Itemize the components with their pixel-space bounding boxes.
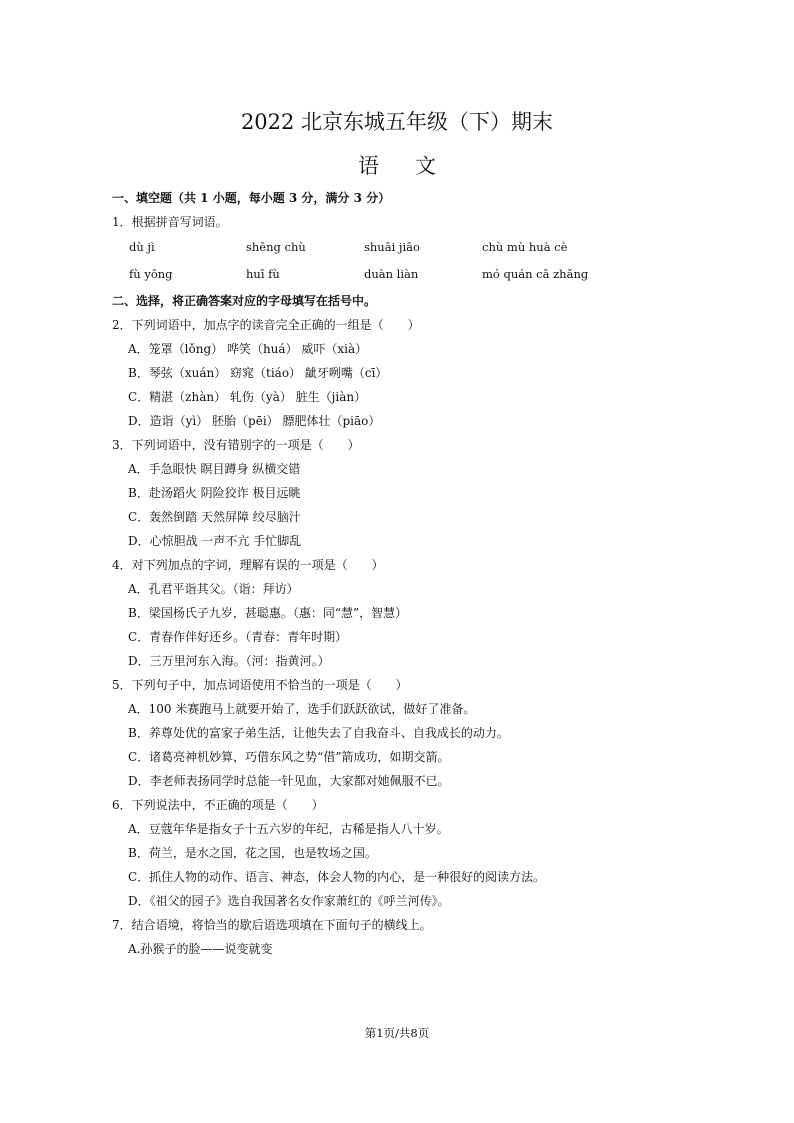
q6-option-c: C．抓住人物的动作、语言、神态，体会人物的内心，是一种很好的阅读方法。 (128, 870, 546, 884)
q4-option-a: A．孔君平诣其父。（诣：拜访） (128, 582, 299, 596)
pinyin-item: fù yōng (129, 267, 173, 281)
question-1: 1．根据拼音写词语。 (112, 215, 228, 229)
pinyin-item: mó quán cā zhǎng (482, 267, 589, 281)
pinyin-item: shuāi jiāo (364, 240, 420, 254)
question-3: 3．下列词语中，没有错别字的一项是（ ） (112, 438, 360, 452)
section-1-heading: 一、填空题（共 1 小题，每小题 3 分，满分 3 分） (112, 191, 391, 205)
q3-option-c: C．轰然倒踏 天然屏障 绞尽脑汁 (128, 510, 301, 524)
q6-option-a: A．豆蔻年华是指女子十五六岁的年纪，古稀是指人八十岁。 (128, 822, 449, 836)
question-7: 7．结合语境，将恰当的歇后语选项填在下面句子的横线上。 (112, 918, 432, 932)
page-footer: 第1页/共8页 (364, 1026, 430, 1040)
pinyin-item: huī fù (246, 267, 280, 281)
q2-option-c: C．精湛（zhàn） 轧伤（yà） 脏生（jiàn） (128, 390, 367, 404)
section-2-heading: 二、选择，将正确答案对应的字母填写在括号中。 (112, 294, 377, 308)
subject-char-2: 文 (415, 154, 436, 178)
pinyin-item: shēng chù (246, 240, 306, 254)
q5-option-b: B．养尊处优的富家子弟生活，让他失去了自我奋斗、自我成长的动力。 (128, 726, 509, 740)
q5-option-a: A．100 米赛跑马上就要开始了，选手们跃跃欲试，做好了准备。 (128, 702, 476, 716)
pinyin-item: chù mù huà cè (482, 240, 568, 254)
q2-option-b: B．琴弦（xuán） 窈窕（tiáo） 龇牙咧嘴（cī） (128, 366, 388, 380)
q6-option-b: B．荷兰，是水之国，花之国，也是牧场之国。 (128, 846, 377, 860)
page-subject (0, 150, 794, 180)
question-5: 5．下列句子中，加点词语使用不恰当的一项是（ ） (112, 678, 408, 692)
q2-option-a: A．笼罩（lǒng） 哗笑（huá） 威吓（xià） (128, 342, 368, 356)
q6-option-d: D．《祖父的园子》选自我国著名女作家萧红的《呼兰河传》。 (128, 894, 450, 908)
pinyin-item: duàn liàn (364, 267, 419, 281)
q3-option-a: A．手急眼快 瞑目蹲身 纵横交错 (128, 462, 301, 476)
q5-option-c: C．诸葛亮神机妙算，巧借东风之势“借”箭成功，如期交箭。 (128, 750, 450, 764)
question-4: 4．对下列加点的字词，理解有误的一项是（ ） (112, 558, 384, 572)
pinyin-item: dù jì (129, 240, 155, 254)
q4-option-c: C．青春作伴好还乡。（青春：青年时期） (128, 630, 348, 644)
q3-option-d: D．心惊胆战 一声不亢 手忙脚乱 (128, 534, 302, 548)
q3-option-b: B．赴汤蹈火 阴险狡诈 极目远眺 (128, 486, 301, 500)
page-title: 2022 北京东城五年级（下）期末 (240, 110, 554, 134)
q5-option-d: D．李老师表扬同学时总能一针见血，大家都对她佩服不已。 (128, 774, 450, 788)
q4-option-b: B．梁国杨氏子九岁，甚聪惠。（惠：同“慧”，智慧） (128, 606, 408, 620)
q7-option-a: A.孙猴子的脸——说变就变 (128, 942, 273, 956)
subject-char-1: 语 (358, 154, 379, 178)
question-2: 2．下列词语中，加点字的读音完全正确的一组是（ ） (112, 318, 420, 332)
q4-option-d: D．三万里河东入海。（河：指黄河。） (128, 654, 330, 668)
q2-option-d: D．造诣（yì） 胚胎（pēi） 膘肥体壮（piāo） (128, 414, 381, 428)
question-6: 6．下列说法中，不正确的项是（ ） (112, 798, 324, 812)
